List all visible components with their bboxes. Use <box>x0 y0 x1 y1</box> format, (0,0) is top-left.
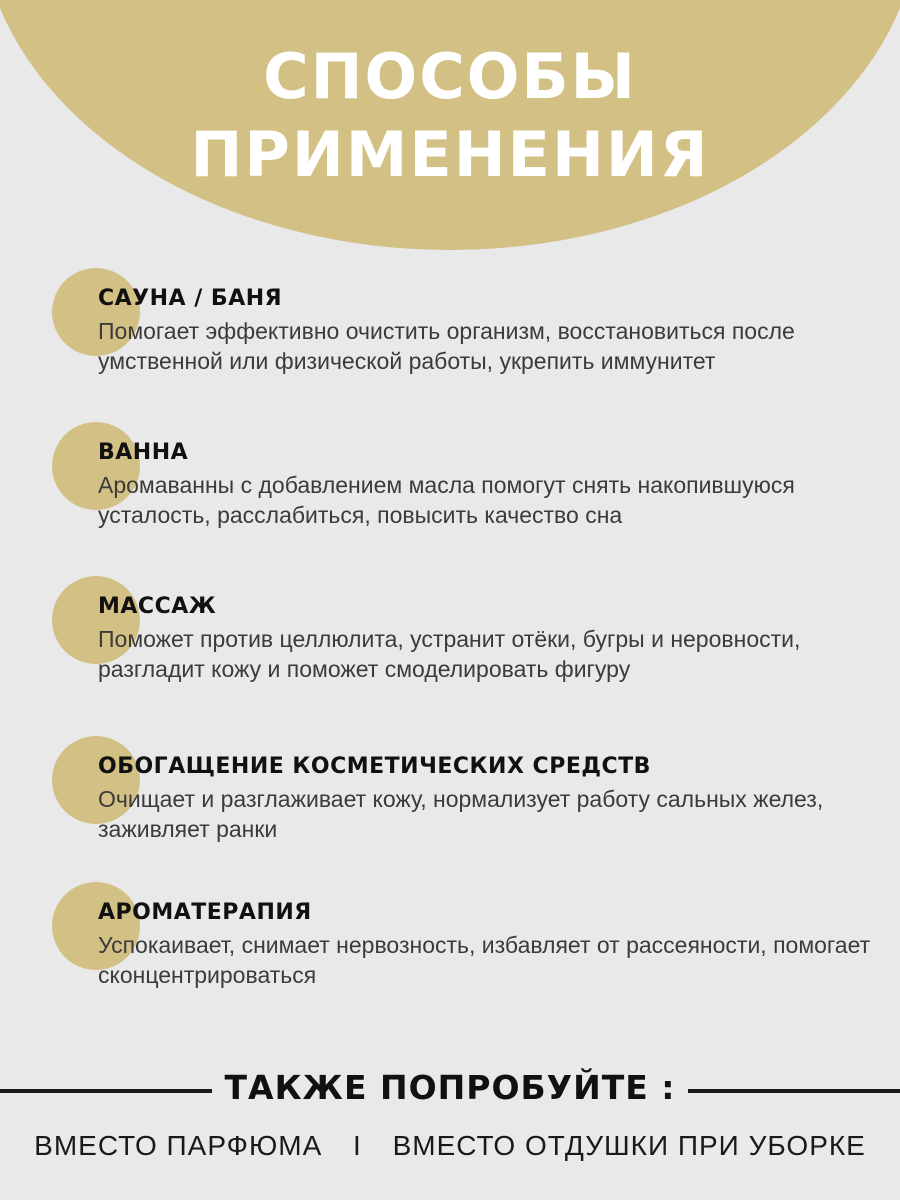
usage-description: Аромаванны с добавлением масла помогут снять накопившуюся усталость, расслабиться, повысить качество сна <box>98 472 795 528</box>
usage-heading: САУНА / БАНЯ <box>98 286 283 311</box>
also-try-options <box>0 1130 900 1162</box>
usage-heading: ОБОГАЩЕНИЕ КОСМЕТИЧЕСКИХ СРЕДСТВ <box>98 754 651 779</box>
usage-description: Успокаивает, снимает нервозность, избавляет от рассеяности, помогает сконцентрироваться <box>98 932 871 988</box>
title-line-2: ПРИМЕНЕНИЯ <box>190 118 710 191</box>
usage-heading: ВАННА <box>98 440 189 465</box>
also-try-section <box>0 1066 900 1116</box>
divider-line-left <box>0 1089 212 1093</box>
option-perfume: ВМЕСТО ПАРФЮМА <box>34 1130 323 1161</box>
usage-item-sauna <box>52 268 872 378</box>
usage-item-massage <box>52 576 872 686</box>
usage-item-bath <box>52 422 872 532</box>
option-separator: I <box>353 1130 362 1161</box>
usage-description: Очищает и разглаживает кожу, нормализует работу сальных желез, заживляет ранки <box>98 786 824 842</box>
also-try-heading: ТАКЖЕ ПОПРОБУЙТЕ : <box>224 1068 676 1107</box>
usage-item-aromatherapy <box>52 882 872 992</box>
usage-description: Поможет против целлюлита, устранит отёки, бугры и неровности, разгладит кожу и поможет смоделировать фигуру <box>98 626 801 682</box>
usage-heading: МАССАЖ <box>98 594 217 619</box>
usage-heading: АРОМАТЕРАПИЯ <box>98 900 312 925</box>
page-title <box>0 38 900 194</box>
title-line-1: СПОСОБЫ <box>263 40 637 113</box>
divider-line-right <box>688 1089 900 1093</box>
usage-item-cosmetics <box>52 736 872 846</box>
usage-description: Помогает эффективно очистить организм, восстановиться после умственной или физической работы, укрепить иммунитет <box>98 318 795 374</box>
option-cleaning: ВМЕСТО ОТДУШКИ ПРИ УБОРКЕ <box>392 1130 866 1161</box>
